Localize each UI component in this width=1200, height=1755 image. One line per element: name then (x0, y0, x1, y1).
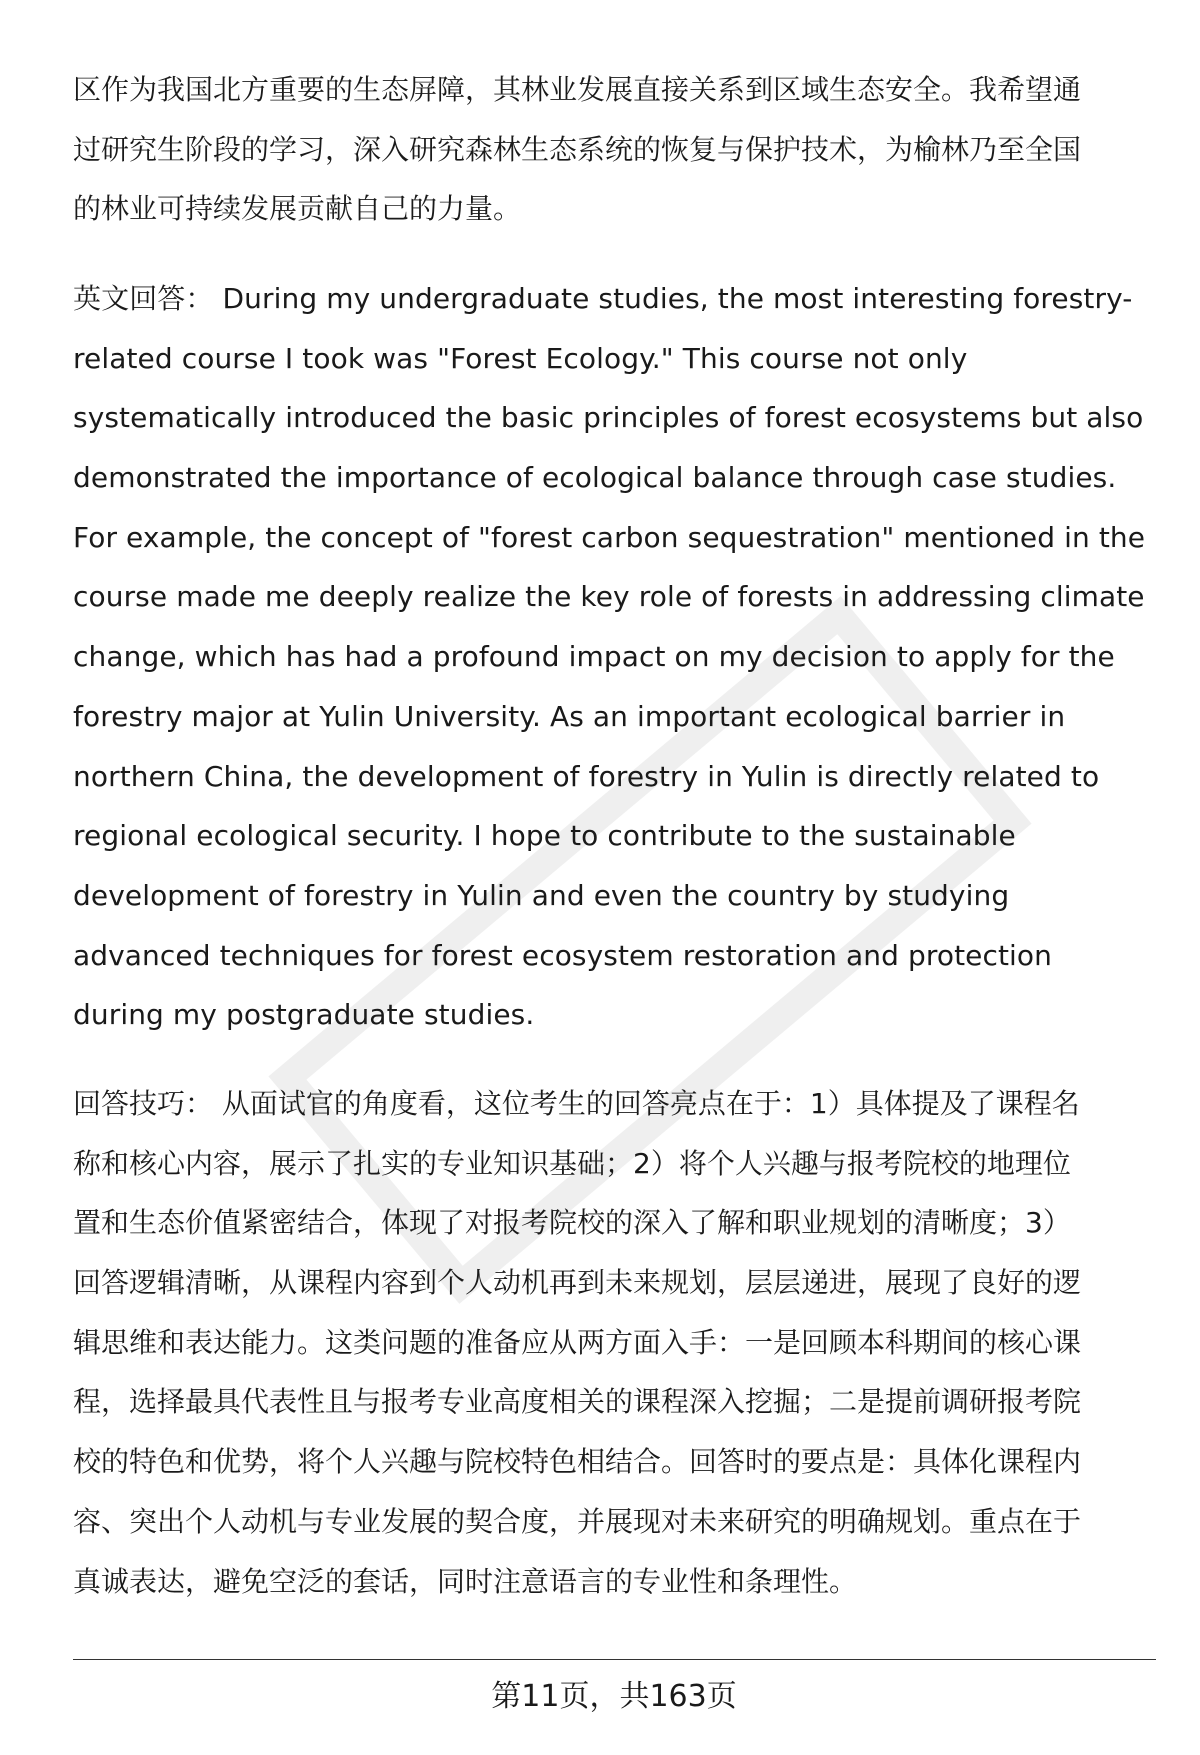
paragraph-answer-tips (73, 1074, 1158, 1611)
text-line: systematically introduced the basic principles of forest ecosystems but also (73, 401, 1144, 435)
text-line: 回答逻辑清晰，从课程内容到个人动机再到未来规划，层层递进，展现了良好的逻 (73, 1266, 1082, 1300)
text-line: change, which has had a profound impact on my decision to apply for the (73, 640, 1115, 674)
text-line: 的林业可持续发展贡献自己的力量。 (73, 192, 522, 226)
text-line: demonstrated the importance of ecological balance through case studies. (73, 461, 1117, 495)
text-line: northern China, the development of forestry in Yulin is directly related to (73, 759, 1100, 793)
text-line: 区作为我国北方重要的生态屏障，其林业发展直接关系到区域生态安全。我希望通 (73, 73, 1082, 106)
text-line: course made me deeply realize the key role of forests in addressing climate (73, 580, 1145, 614)
text-line: 置和生态价值紧密结合，体现了对报考院校的深入了解和职业规划的清晰度；3） (73, 1206, 1071, 1240)
text-line: advanced techniques for forest ecosystem restoration and protection (73, 938, 1053, 972)
footer-divider (73, 1659, 1156, 1660)
text-line: 称和核心内容，展示了扎实的专业知识基础；2）将个人兴趣与报考院校的地理位 (73, 1146, 1071, 1180)
paragraph-chinese-answer-end (73, 60, 1158, 239)
text-line: 校的特色和优势，将个人兴趣与院校特色相结合。回答时的要点是：具体化课程内 (73, 1445, 1082, 1479)
text-line: during my postgraduate studies. (73, 998, 535, 1032)
text-line: related course I took was "Forest Ecology." This course not only (73, 341, 968, 375)
text-line: 容、突出个人动机与专业发展的契合度，并展现对未来研究的明确规划。重点在于 (73, 1504, 1082, 1538)
text-line: forestry major at Yulin University. As an important ecological barrier in (73, 699, 1066, 733)
paragraph-english-answer (73, 269, 1158, 1045)
text-line: For example, the concept of "forest carbon sequestration" mentioned in the (73, 520, 1146, 554)
text-line: 辑思维和表达能力。这类问题的准备应从两方面入手：一是回顾本科期间的核心课 (73, 1325, 1082, 1359)
text-line: 英文回答： During my undergraduate studies, the most interesting forestry- (73, 282, 1133, 315)
page-number: 第11页，共163页 (491, 1679, 737, 1714)
text-line: 回答技巧： 从面试官的角度看，这位考生的回答亮点在于：1）具体提及了课程名 (73, 1087, 1080, 1120)
text-line: regional ecological security. I hope to contribute to the sustainable (73, 819, 1016, 853)
text-line: 过研究生阶段的学习，深入研究森林生态系统的恢复与保护技术，为榆林乃至全国 (73, 132, 1082, 166)
text-line: 程，选择最具代表性且与报考专业高度相关的课程深入挖掘；二是提前调研报考院 (73, 1385, 1082, 1419)
text-line: development of forestry in Yulin and even the country by studying (73, 878, 1010, 912)
text-line: 真诚表达，避免空泛的套话，同时注意语言的专业性和条理性。 (73, 1564, 858, 1598)
